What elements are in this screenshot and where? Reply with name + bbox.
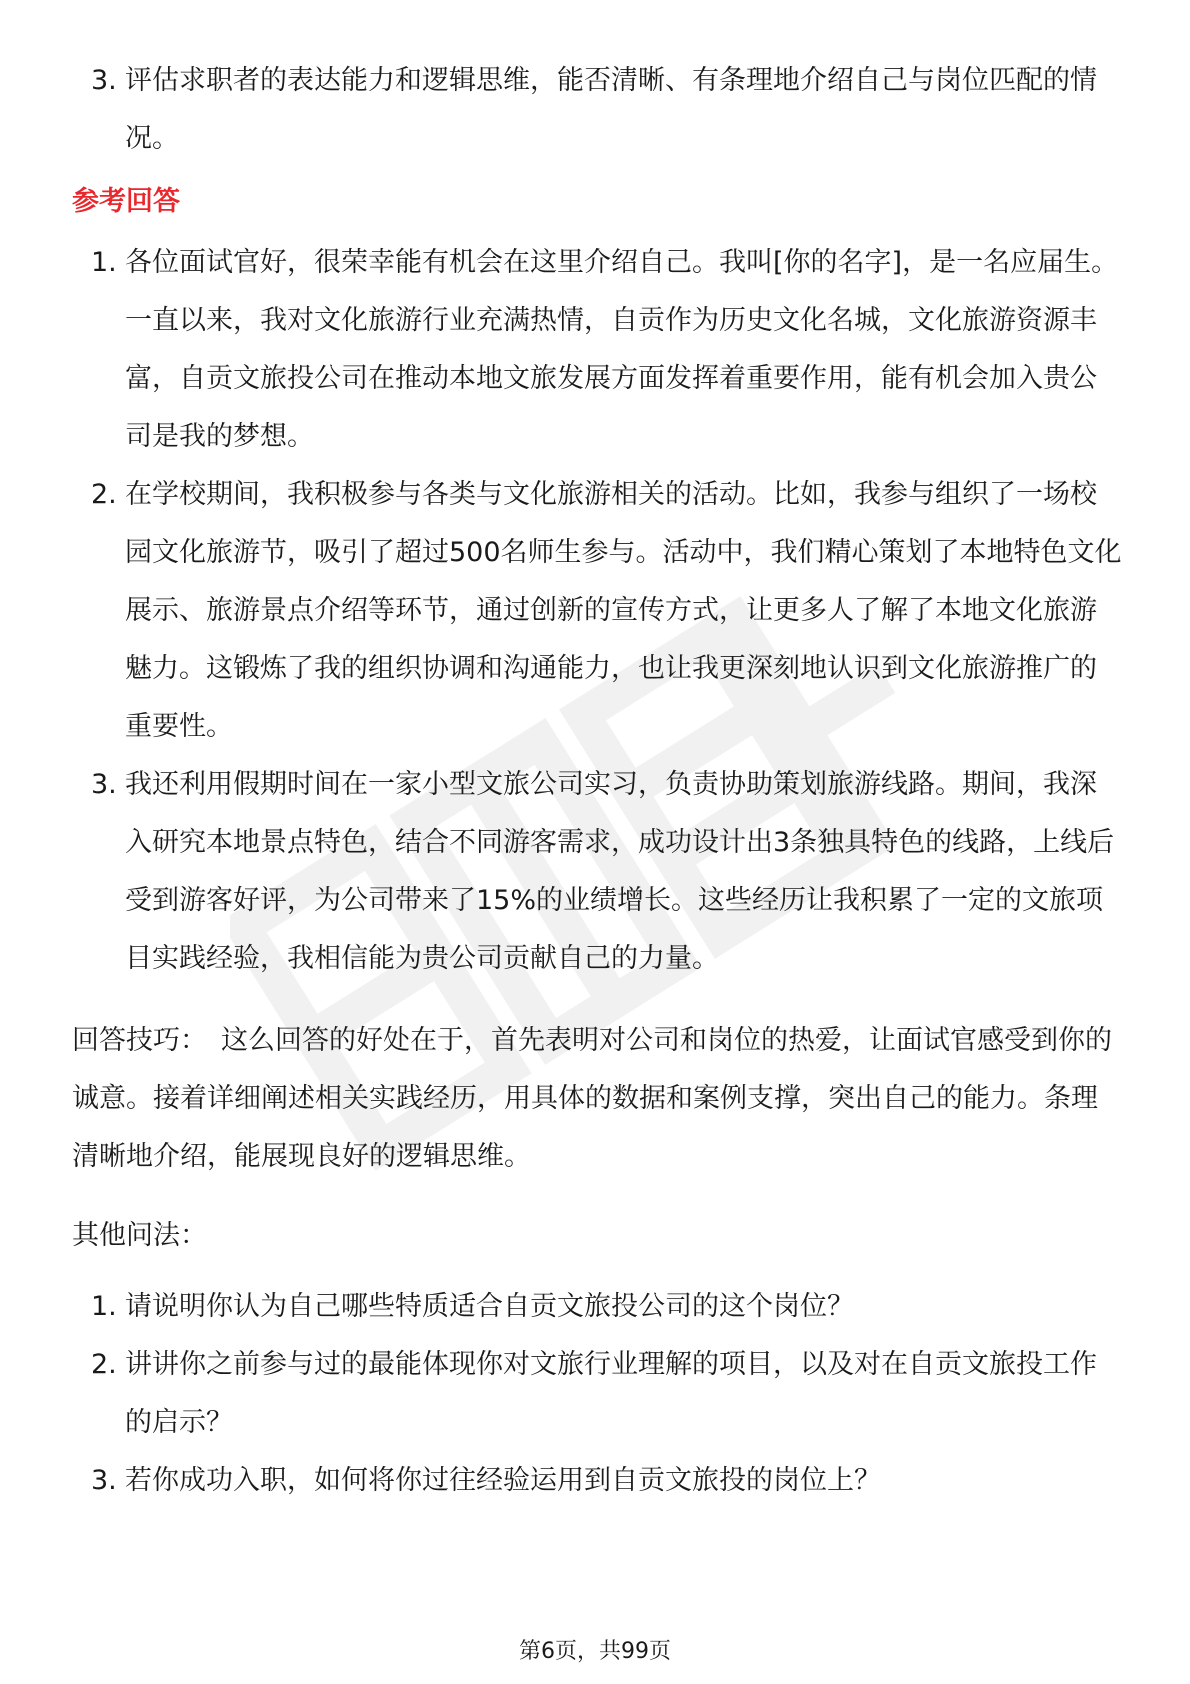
reference-answer-list	[72, 234, 1122, 988]
other-questions-title: 其他问法：	[72, 1220, 207, 1251]
page-number-footer: 第6页，共99页	[519, 1639, 671, 1664]
list-item	[72, 234, 1122, 466]
answer-tips-text: 这么回答的好处在于，首先表明对公司和岗位的热爱，让面试官感受到你的诚意。接着详细阐述相关实践经历，用具体的数据和案例支撑，突出自己的能力。条理清晰地介绍，能展现良好的逻辑思维。	[72, 1025, 1112, 1172]
section-title-reference: 参考回答	[72, 186, 180, 217]
list-item	[72, 466, 1122, 756]
list-item	[72, 1278, 1122, 1336]
list-number: 1.	[91, 1291, 117, 1322]
intro-list	[72, 52, 1122, 168]
answer-tips-label: 回答技巧：	[72, 1025, 207, 1056]
list-item-text: 评估求职者的表达能力和逻辑思维，能否清晰、有条理地介绍自己与岗位匹配的情况。	[125, 65, 1097, 154]
list-item-text: 讲讲你之前参与过的最能体现你对文旅行业理解的项目，以及对在自贡文旅投工作的启示？	[125, 1349, 1097, 1438]
list-item-text: 各位面试官好，很荣幸能有机会在这里介绍自己。我叫[你的名字]，是一名应届生。一直以来，我对文化旅游行业充满热情，自贡作为历史文化名城，文化旅游资源丰富，自贡文旅投公司在推动本地文旅发展方面发挥着重要作用，能有机会加入贵公司是我的梦想。	[125, 247, 1119, 452]
list-item	[72, 756, 1122, 988]
list-number: 3.	[91, 65, 117, 96]
list-item	[72, 1452, 1122, 1510]
other-questions-list	[72, 1278, 1122, 1510]
list-item-text: 我还利用假期时间在一家小型文旅公司实习，负责协助策划旅游线路。期间，我深入研究本地景点特色，结合不同游客需求，成功设计出3条独具特色的线路，上线后受到游客好评，为公司带来了15%的业绩增长。这些经历让我积累了一定的文旅项目实践经验，我相信能为贵公司贡献自己的力量。	[125, 769, 1115, 974]
list-number: 3.	[91, 1465, 117, 1496]
list-item-text: 若你成功入职，如何将你过往经验运用到自贡文旅投的岗位上？	[125, 1465, 881, 1496]
list-item	[72, 52, 1122, 168]
list-number: 1.	[91, 247, 117, 278]
list-number: 2.	[91, 479, 117, 510]
list-item-text: 在学校期间，我积极参与各类与文化旅游相关的活动。比如，我参与组织了一场校园文化旅游节，吸引了超过500名师生参与。活动中，我们精心策划了本地特色文化展示、旅游景点介绍等环节，通过创新的宣传方式，让更多人了解了本地文化旅游魅力。这锻炼了我的组织协调和沟通能力，也让我更深刻地认识到文化旅游推广的重要性。	[125, 479, 1122, 742]
list-item-text: 请说明你认为自己哪些特质适合自贡文旅投公司的这个岗位？	[125, 1291, 854, 1322]
answer-tips	[72, 1012, 1122, 1186]
list-number: 3.	[91, 769, 117, 800]
list-item	[72, 1336, 1122, 1452]
document-body	[72, 52, 1122, 1510]
list-number: 2.	[91, 1349, 117, 1380]
